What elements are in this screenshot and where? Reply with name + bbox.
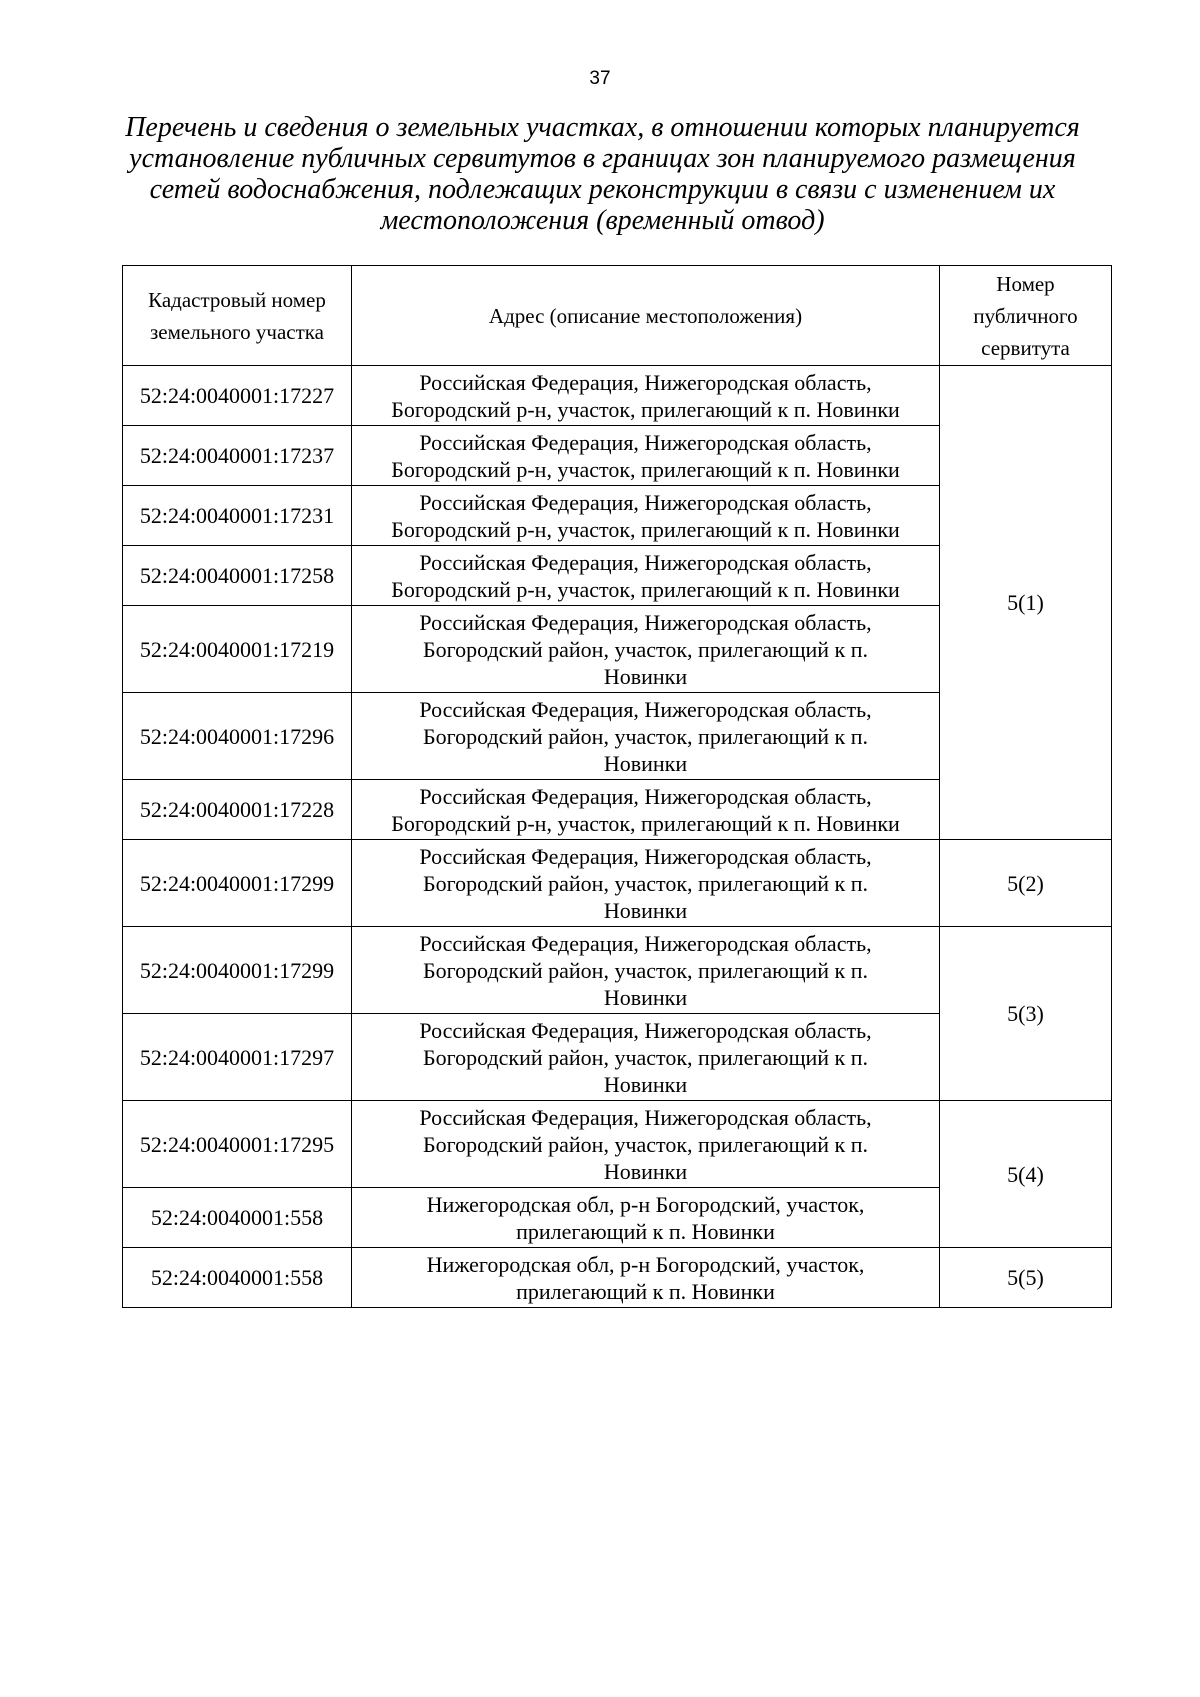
address-line: Российская Федерация, Нижегородская область,: [419, 489, 872, 515]
cadastral-number-cell: 52:24:0040001:558: [123, 1248, 352, 1308]
address-cell: [352, 840, 940, 927]
servitude-number-cell: 5(5): [940, 1248, 1112, 1308]
cadastral-number-cell: 52:24:0040001:17219: [123, 606, 352, 693]
cadastral-number-cell: 52:24:0040001:17299: [123, 927, 352, 1014]
header-servitude-number: Номер публичного сервитута: [940, 266, 1112, 366]
cadastral-number-cell: 52:24:0040001:17299: [123, 840, 352, 927]
document-title: Перечень и сведения о земельных участках, в отношении которых планируется установление публичных сервитутов в границах зон планируемого размещения сетей водоснабжения, подлежащих реконструкции в связи с изменением их местоположения (временный отвод): [125, 112, 1080, 236]
address-cell: [352, 1014, 940, 1101]
header-address: Адрес (описание местоположения): [352, 266, 940, 366]
servitude-table: [122, 265, 1112, 1308]
address-line: Богородский р-н, участок, прилегающий к п. Новинки: [391, 810, 900, 836]
cadastral-number-cell: 52:24:0040001:17295: [123, 1101, 352, 1188]
cadastral-number-cell: 52:24:0040001:17237: [123, 426, 352, 486]
address-cell: [352, 546, 940, 606]
address-line: Российская Федерация, Нижегородская область,: [419, 429, 872, 455]
servitude-number-cell: 5(3): [940, 927, 1112, 1101]
address-cell: [352, 486, 940, 546]
table-row: [123, 1248, 1112, 1308]
table-header-row: [123, 266, 1112, 366]
address-line: Богородский р-н, участок, прилегающий к п. Новинки: [391, 396, 900, 422]
address-cell: [352, 693, 940, 780]
cadastral-number-cell: 52:24:0040001:17228: [123, 780, 352, 840]
address-line: Богородский р-н, участок, прилегающий к п. Новинки: [391, 576, 900, 602]
address-cell: [352, 1101, 940, 1188]
address-line: Новинки: [603, 1158, 688, 1184]
address-cell: [352, 606, 940, 693]
address-line: прилегающий к п. Новинки: [516, 1278, 775, 1304]
address-line: Новинки: [603, 663, 688, 689]
cadastral-number-cell: 52:24:0040001:17227: [123, 366, 352, 426]
address-line: Российская Федерация, Нижегородская область,: [419, 1104, 872, 1130]
address-line: Российская Федерация, Нижегородская область,: [419, 783, 872, 809]
address-line: Российская Федерация, Нижегородская область,: [419, 696, 872, 722]
address-cell: [352, 1188, 940, 1248]
address-line: Богородский район, участок, прилегающий к п.: [422, 957, 869, 983]
address-line: прилегающий к п. Новинки: [516, 1218, 775, 1244]
address-line: Российская Федерация, Нижегородская область,: [419, 609, 872, 635]
servitude-number-cell: 5(4): [940, 1101, 1112, 1248]
address-line: Нижегородская обл, р-н Богородский, участок,: [426, 1191, 865, 1217]
address-line: Богородский район, участок, прилегающий к п.: [422, 723, 869, 749]
address-cell: [352, 366, 940, 426]
table-row: [123, 840, 1112, 927]
address-cell: [352, 1248, 940, 1308]
address-line: Российская Федерация, Нижегородская область,: [419, 843, 872, 869]
address-line: Нижегородская обл, р-н Богородский, участок,: [426, 1251, 865, 1277]
cadastral-number-cell: 52:24:0040001:17258: [123, 546, 352, 606]
address-line: Российская Федерация, Нижегородская область,: [419, 930, 872, 956]
address-line: Российская Федерация, Нижегородская область,: [419, 369, 872, 395]
servitude-number-cell: 5(2): [940, 840, 1112, 927]
servitude-number-cell: 5(1): [940, 366, 1112, 840]
table-row: [123, 927, 1112, 1014]
address-line: Новинки: [603, 750, 688, 776]
address-line: Российская Федерация, Нижегородская область,: [419, 1017, 872, 1043]
address-line: Богородский р-н, участок, прилегающий к п. Новинки: [391, 456, 900, 482]
address-cell: [352, 426, 940, 486]
header-cadastral-number: Кадастровый номер земельного участка: [123, 266, 352, 366]
table-body: [123, 366, 1112, 1308]
address-line: Богородский район, участок, прилегающий к п.: [422, 1131, 869, 1157]
address-cell: [352, 780, 940, 840]
address-line: Богородский р-н, участок, прилегающий к п. Новинки: [391, 516, 900, 542]
address-line: Богородский район, участок, прилегающий к п.: [422, 636, 869, 662]
cadastral-number-cell: 52:24:0040001:17296: [123, 693, 352, 780]
table-row: [123, 1101, 1112, 1188]
address-line: Новинки: [603, 897, 688, 923]
cadastral-number-cell: 52:24:0040001:17297: [123, 1014, 352, 1101]
address-cell: [352, 927, 940, 1014]
address-line: Богородский район, участок, прилегающий к п.: [422, 870, 869, 896]
address-line: Новинки: [603, 984, 688, 1010]
address-line: Богородский район, участок, прилегающий к п.: [422, 1044, 869, 1070]
address-line: Российская Федерация, Нижегородская область,: [419, 549, 872, 575]
address-line: Новинки: [603, 1071, 688, 1097]
page-number: 37: [589, 68, 611, 89]
cadastral-number-cell: 52:24:0040001:17231: [123, 486, 352, 546]
cadastral-number-cell: 52:24:0040001:558: [123, 1188, 352, 1248]
table-row: [123, 366, 1112, 426]
